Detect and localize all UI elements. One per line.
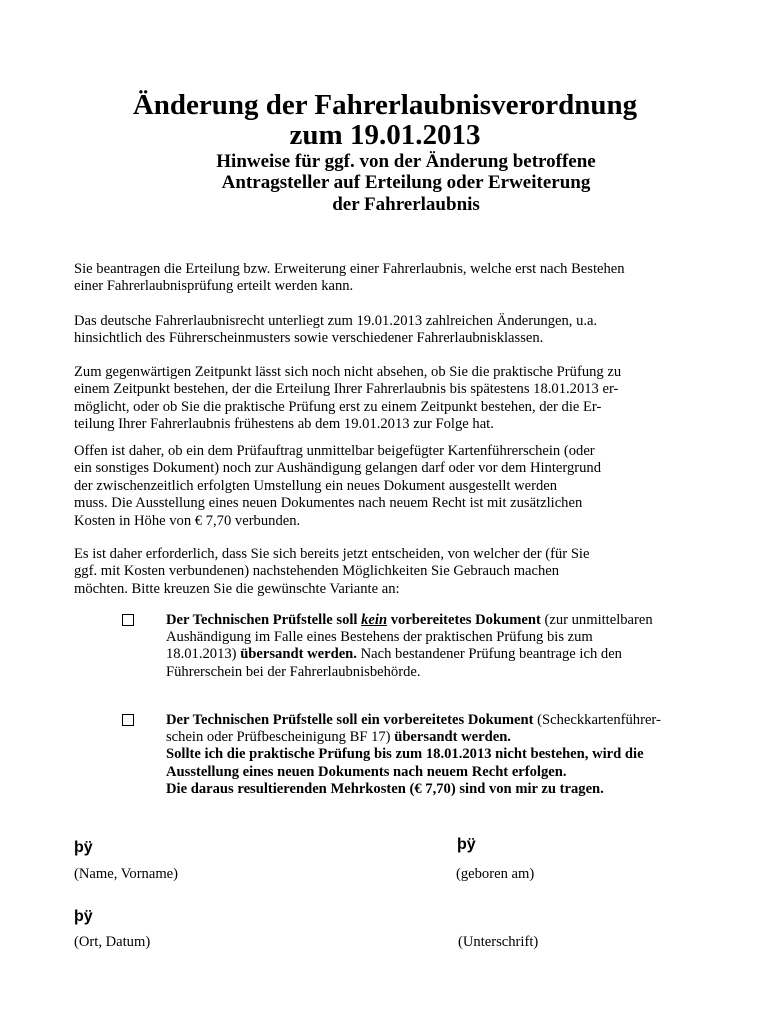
paragraph-line: der zwischenzeitlich erfolgten Umstellung ein neues Dokument ausgestellt werden	[74, 477, 558, 494]
birthdate-label: (geboren am)	[456, 866, 535, 882]
birthdate-field[interactable]: þÿ	[457, 836, 476, 853]
paragraph-line: ggf. mit Kosten verbundenen) nachstehenden Möglichkeiten Sie Gebrauch machen	[74, 563, 560, 580]
paragraph-line: hinsichtlich des Führerscheinmusters sowie verschiedener Fahrerlaubnisklassen.	[74, 330, 544, 347]
option-line: Die daraus resultierenden Mehrkosten (€ 7,70) sind von mir zu tragen.	[166, 780, 604, 797]
option-line: 18.01.2013) übersandt werden. Nach bestandener Prüfung beantrage ich den	[166, 646, 622, 663]
name-label: (Name, Vorname)	[74, 866, 179, 882]
option-line: Der Technischen Prüfstelle soll ein vorbereitetes Dokument (Scheckkartenführer-	[166, 712, 661, 728]
option-line: schein oder Prüfbescheinigung BF 17) übersandt werden.	[166, 729, 511, 746]
paragraph-timing	[74, 364, 714, 434]
paragraph-line: teilung Ihrer Fahrerlaubnis frühestens ab dem 19.01.2013 zur Folge hat.	[74, 416, 494, 433]
paragraph-line: möchten. Bitte kreuzen Sie die gewünschte Variante an:	[74, 580, 400, 597]
paragraph-law-change	[74, 313, 714, 348]
option-line: Aushändigung im Falle eines Bestehens der praktischen Prüfung bis zum	[166, 629, 593, 646]
option-line: Der Technischen Prüfstelle soll kein vorbereitetes Dokument (zur unmittelbaren	[166, 612, 653, 628]
paragraph-line: Sie beantragen die Erteilung bzw. Erweiterung einer Fahrerlaubnis, welche erst nach Bestehen	[74, 261, 625, 277]
paragraph-line: Kosten in Höhe von € 7,70 verbunden.	[74, 512, 301, 529]
paragraph-line: muss. Die Ausstellung eines neuen Dokumentes nach neuem Recht ist mit zusätzlichen	[74, 495, 583, 512]
option-line: Ausstellung eines neuen Dokuments nach neuem Recht erfolgen.	[166, 763, 567, 780]
option-prepared-document-text	[166, 712, 726, 798]
paragraph-line: Zum gegenwärtigen Zeitpunkt lässt sich noch nicht absehen, ob Sie die praktische Prüfung zu	[74, 364, 622, 380]
document-title-line1: Änderung der Fahrerlaubnisverordnung	[132, 89, 638, 121]
option-line: Führerschein bei der Fahrerlaubnisbehörde.	[166, 663, 421, 680]
option-prepared-document-checkbox[interactable]	[122, 714, 134, 726]
name-field[interactable]: þÿ	[74, 839, 93, 856]
paragraph-line: möglicht, oder ob Sie die praktische Prüfung erst zu einem Zeitpunkt bestehen, der die Er-	[74, 398, 602, 415]
document-subtitle-line3: der Fahrerlaubnis	[332, 194, 480, 215]
paragraph-line: ein sonstiges Dokument) noch zur Aushändigung gelangen darf oder vor dem Hintergrund	[74, 460, 602, 477]
place-date-field[interactable]: þÿ	[74, 908, 93, 925]
paragraph-line: einem Zeitpunkt bestehen, der die Erteilung Ihrer Fahrerlaubnis bis spätestens 18.01.2013 er-	[74, 381, 619, 398]
paragraph-line: Offen ist daher, ob ein dem Prüfauftrag unmittelbar beigefügter Kartenführerschein (oder	[74, 443, 595, 459]
paragraph-application	[74, 261, 714, 296]
paragraph-line: Es ist daher erforderlich, dass Sie sich bereits jetzt entscheiden, von welcher der (für Sie	[74, 546, 590, 562]
paragraph-line: Das deutsche Fahrerlaubnisrecht unterliegt zum 19.01.2013 zahlreichen Änderungen, u.a.	[74, 313, 598, 329]
paragraph-line: einer Fahrerlaubnisprüfung erteilt werden kann.	[74, 278, 354, 295]
signature-label: (Unterschrift)	[458, 934, 539, 950]
place-date-label: (Ort, Datum)	[74, 934, 151, 950]
option-no-document-checkbox[interactable]	[122, 614, 134, 626]
paragraph-decision	[74, 546, 714, 598]
document-subtitle-line1: Hinweise für ggf. von der Änderung betroffene	[216, 151, 596, 172]
option-no-document-text	[166, 612, 726, 681]
option-line: Sollte ich die praktische Prüfung bis zum 18.01.2013 nicht bestehen, wird die	[166, 746, 644, 763]
emphasis-kein: kein	[361, 612, 388, 628]
document-subtitle-line2: Antragsteller auf Erteilung oder Erweiterung	[221, 172, 591, 193]
paragraph-document	[74, 443, 714, 530]
document-title-line2: zum 19.01.2013	[289, 119, 481, 151]
